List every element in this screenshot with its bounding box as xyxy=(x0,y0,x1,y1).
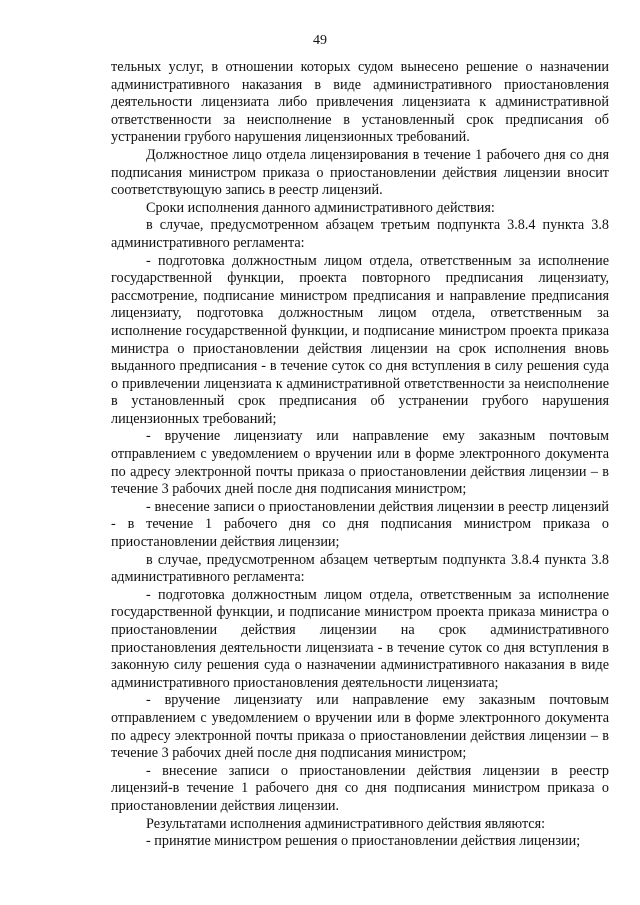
paragraph: Сроки исполнения данного административного действия: xyxy=(146,199,495,216)
list-item: - подготовка должностным лицом отдела, ответственным за исполнение государственной функции, проекта повторного предписания лицензиату, рассмотрение, подписание министром предписания и направление предписания лицензиату, подготовка должностным лицом отдела, ответственным за исполнение государственной функции, и подписание министром проекта приказа министра о приостановлении действия лицензии на срок исполнения вновь выданного предписания - в течение суток со дня вступления в силу решения суда о привлечении лицензиата к административной ответственности за неисполнение в установленный срок предписания об устранении грубого нарушения лицензионных требований; xyxy=(111,252,609,427)
list-item: - вручение лицензиату или направление ему заказным почтовым отправлением с уведомлением о вручении или в форме электронного документа по адресу электронной почты приказа о приостановлении действия лицензии – в течение 3 рабочих дней после дня подписания министром; xyxy=(111,692,609,762)
document-body xyxy=(111,59,609,851)
paragraph: Результатами исполнения административного действия являются: xyxy=(146,815,546,832)
list-item: - подготовка должностным лицом отдела, ответственным за исполнение государственной функции, и подписание министром проекта приказа министра о приостановлении действия лицензии на срок административного приостановления деятельности лицензиата - в течение суток со дня вступления в законную силу решения суда о назначении административного наказания в виде административного приостановления деятельности лицензиата; xyxy=(111,586,609,691)
paragraph: в случае, предусмотренном абзацем четвертым подпункта 3.8.4 пункта 3.8 административного регламента: xyxy=(111,551,609,586)
page-number: 49 xyxy=(313,33,327,48)
list-item: - внесение записи о приостановлении действия лицензии в реестр лицензий - в течение 1 рабочего дня со дня подписания министром приказа о приостановлении действия лицензии; xyxy=(111,498,609,551)
paragraph: тельных услуг, в отношении которых судом вынесено решение о назначении административного наказания в виде административного приостановления деятельности лицензиата либо привлечения лицензиата к административной ответственности за неисполнение в установленный срок предписания об устранении грубого нарушения лицензионных требований. xyxy=(111,59,609,146)
paragraph: в случае, предусмотренном абзацем третьим подпункта 3.8.4 пункта 3.8 административного регламента: xyxy=(111,217,609,251)
list-item: - принятие министром решения о приостановлении действия лицензии; xyxy=(146,833,581,850)
list-item: - вручение лицензиату или направление ему заказным почтовым отправлением с уведомлением о вручении или в форме электронного документа по адресу электронной почты приказа о приостановлении действия лицензии – в течение 3 рабочих дней после дня подписания министром; xyxy=(111,428,609,498)
paragraph: Должностное лицо отдела лицензирования в течение 1 рабочего дня со дня подписания министром приказа о приостановлении действия лицензии вносит соответствующую запись в реестр лицензий. xyxy=(111,146,609,199)
list-item: - внесение записи о приостановлении действия лицензии в реестр лицензий-в течение 1 рабочего дня со дня подписания министром приказа о приостановлении действия лицензии. xyxy=(111,762,609,814)
